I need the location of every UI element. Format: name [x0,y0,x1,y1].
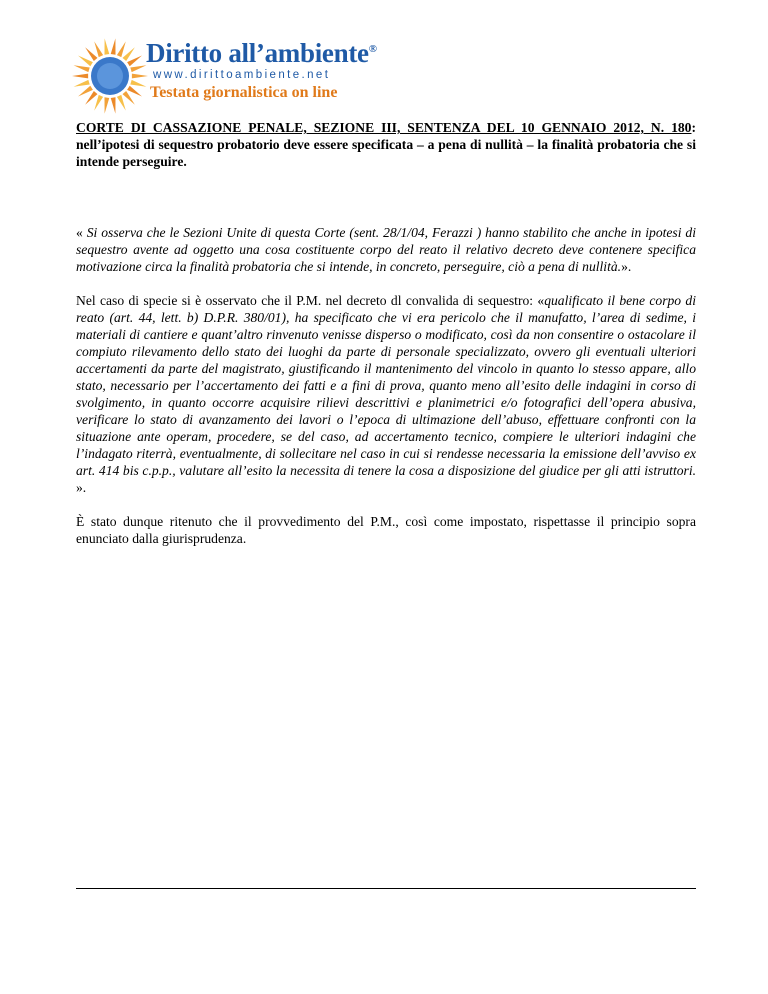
sun-ray [130,80,146,87]
sun-ray [117,95,126,111]
logo-title: Diritto all’ambiente® [146,38,377,68]
paragraph-case [76,292,696,496]
case-lead: Nel caso di specie si è osservato che il P.M. nel decreto dl convalida di sequestro: « [76,293,545,308]
sun-ray [72,74,88,79]
quote-open: « [76,225,87,240]
sun-ray [78,86,93,97]
sun-ray [111,97,116,113]
sun-ray [127,86,142,97]
sun-ray [74,80,90,87]
sun-logo-icon [70,36,156,116]
paragraph-conclusion: È stato dunque ritenuto che il provvedimento del P.M., così come impostato, rispettasse il principio sopra enunciato dalla giurisprudenza. [76,514,696,546]
masthead-logo [70,36,377,112]
heading-summary: : nell’ipotesi di sequestro probatorio deve essere specificata – a pena di nullità – la finalità probatoria che si intende perseguire. [76,120,696,169]
article-heading [76,119,696,170]
sun-ray [132,74,148,79]
case-reference: CORTE DI CASSAZIONE PENALE, SEZIONE III, SENTENZA DEL 10 GENNAIO 2012, N. 180 [76,120,692,135]
decree-quote-close: ». [76,480,87,495]
sun-ray [130,65,146,72]
sun-ray [122,91,134,105]
sun-ray [94,41,103,57]
sun-ray [94,95,103,111]
article-body [76,119,696,547]
sun-ray [85,47,97,61]
quote-text: Si osserva che le Sezioni Unite di questa Corte (sent. 28/1/04, Ferazzi ) hanno stabilito che anche in ipotesi di sequestro avente ad oggetto una cosa costituente corpo del reato il relativo decreto deve contenere specifica motivazione circa la finalità probatoria che si intende, in concreto, perseguire, ciò a pena di nullità. [76,225,696,274]
logo-url: www.dirittoambiente.net [153,69,331,81]
sun-ray [111,38,116,54]
decree-quote: qualificato il bene corpo di reato (art. 44, lett. b) D.P.R. 380/01), ha specificato che vi era pericolo che il manufatto, l’area di sedime, i materiali di cantiere e quant’altro rinvenuto venisse disperso o modificato, così da non consentire o ostacolare il compiuto rilevamento dello stato dei luoghi da parte di personale specializzato, ovvero gli eventuali ulteriori accertamenti da parte del magistrato, giustificando il mantenimento del vincolo in quanto lo stesso appare, allo stato, necessario per l’accertamento dei fatti e a fini di prova, quanto meno all’esito delle indagini in corso di svolgimento, in quanto occorre acquisire rilievi descrittivi e planimetrici e/o fotografici dell’opera abusiva, verificare lo stato di avanzamento dei lavori o l’epoca di ultimazione dell’abuso, effettuare confronti con la situazione ante operam, procedere, se del caso, ad accertamento tecnico, compiere le ulteriori indagini che l’indagato riterrà, eventualmente, di sollecitare nel caso in cui si rendesse necessaria la emissione dell’avviso ex art. 414 bis c.p.p., valutare all’esito la necessita di tenere la cosa a disposizione del giudice per gli atti istruttori. [76,293,696,478]
footer-divider [76,888,696,889]
sun-ray [78,55,93,66]
sun-ray [122,47,134,61]
registered-mark: ® [368,43,377,55]
sun-ray [104,97,109,113]
sun-ray [74,65,90,72]
sun-ray [104,38,109,54]
quote-close: ». [621,259,632,274]
sun-ray [117,41,126,57]
logo-tagline: Testata giornalistica on line [150,84,338,101]
sun-ray [127,55,142,66]
paragraph-quote [76,224,696,275]
sun-ray [85,91,97,105]
